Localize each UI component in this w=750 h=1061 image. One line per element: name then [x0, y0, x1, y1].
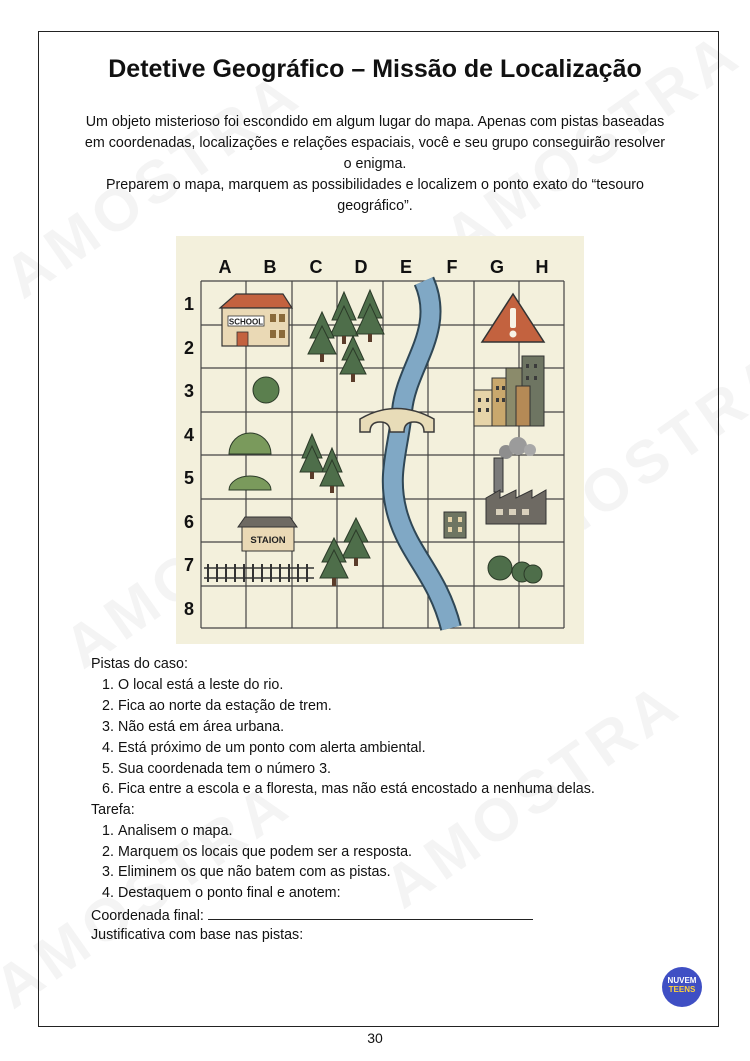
- column-label: C: [309, 257, 323, 277]
- list-item: 4. Destaquem o ponto final e anotem:: [102, 885, 341, 901]
- intro-paragraph-1: Um objeto misterioso foi escondido em algum lugar do mapa. Apenas com pistas baseadas em coordenadas, localizações e relações espaciais, você e seu grupo conseguirão resolver o enigma.: [84, 114, 666, 172]
- row-label: 5: [183, 468, 195, 488]
- list-item: 2. Marquem os locais que podem ser a resposta.: [102, 844, 413, 860]
- station-label: STAION: [250, 535, 286, 546]
- clue-text: Fica entre a escola e a floresta, mas não está encostado a nenhuma delas.: [118, 781, 595, 797]
- column-label: D: [354, 257, 368, 277]
- intro-paragraph-2: Preparem o mapa, marquem as possibilidades e localizem o ponto exato do “tesouro geográfico”.: [105, 177, 644, 214]
- page-number: 30: [367, 1030, 383, 1046]
- final-coordinate-label: Coordenada final:: [91, 908, 204, 924]
- row-label: 6: [183, 512, 195, 532]
- task-text: Eliminem os que não batem com as pistas.: [118, 864, 391, 880]
- clue-text: O local está a leste do rio.: [118, 677, 284, 693]
- intro-text: [80, 112, 670, 217]
- school-icon: [220, 294, 292, 346]
- column-label: B: [263, 257, 277, 277]
- round-tree-icon: [253, 377, 279, 403]
- clue-text: Fica ao norte da estação de trem.: [118, 698, 332, 714]
- train-station-icon: [238, 517, 297, 551]
- publisher-logo: [662, 967, 702, 1007]
- task-text: Marquem os locais que podem ser a resposta.: [118, 844, 413, 860]
- list-item: 3. Não está em área urbana.: [102, 719, 285, 735]
- grid-map: [176, 236, 584, 644]
- clue-text: Está próximo de um ponto com alerta ambiental.: [118, 740, 426, 756]
- building-icon: [444, 512, 466, 538]
- clue-text: Sua coordenada tem o número 3.: [118, 761, 332, 777]
- list-item: 1. O local está a leste do rio.: [102, 677, 284, 693]
- column-label: A: [218, 257, 232, 277]
- page-title: Detetive Geográfico – Missão de Localização: [108, 55, 642, 83]
- final-coordinate-row: [91, 906, 533, 924]
- row-label: 2: [183, 338, 195, 358]
- row-label: 1: [183, 294, 195, 314]
- column-label: E: [399, 257, 413, 277]
- task-text: Analisem o mapa.: [118, 823, 233, 839]
- column-label: G: [489, 257, 505, 277]
- list-item: 5. Sua coordenada tem o número 3.: [102, 761, 332, 777]
- school-label: SCHOOL: [228, 317, 264, 327]
- column-label: H: [535, 257, 549, 277]
- task-text: Destaquem o ponto final e anotem:: [118, 885, 341, 901]
- logo-line-1: NUVEM: [667, 976, 697, 985]
- list-item: 6. Fica entre a escola e a floresta, mas não está encostado a nenhuma delas.: [102, 781, 595, 797]
- list-item: 2. Fica ao norte da estação de trem.: [102, 698, 332, 714]
- list-item: 4. Está próximo de um ponto com alerta ambiental.: [102, 740, 426, 756]
- row-label: 4: [183, 425, 195, 445]
- clue-text: Não está em área urbana.: [118, 719, 285, 735]
- row-label: 7: [183, 555, 195, 575]
- column-label: F: [446, 257, 458, 277]
- justification-label: Justificativa com base nas pistas:: [91, 927, 304, 943]
- list-item: 3. Eliminem os que não batem com as pistas.: [102, 864, 391, 880]
- row-label: 8: [183, 599, 195, 619]
- row-label: 3: [183, 381, 195, 401]
- logo-line-2: TEENS: [668, 985, 696, 994]
- final-coordinate-blank[interactable]: [208, 906, 533, 920]
- task-heading: Tarefa:: [91, 802, 135, 818]
- clues-heading: Pistas do caso:: [91, 656, 188, 672]
- list-item: 1. Analisem o mapa.: [102, 823, 233, 839]
